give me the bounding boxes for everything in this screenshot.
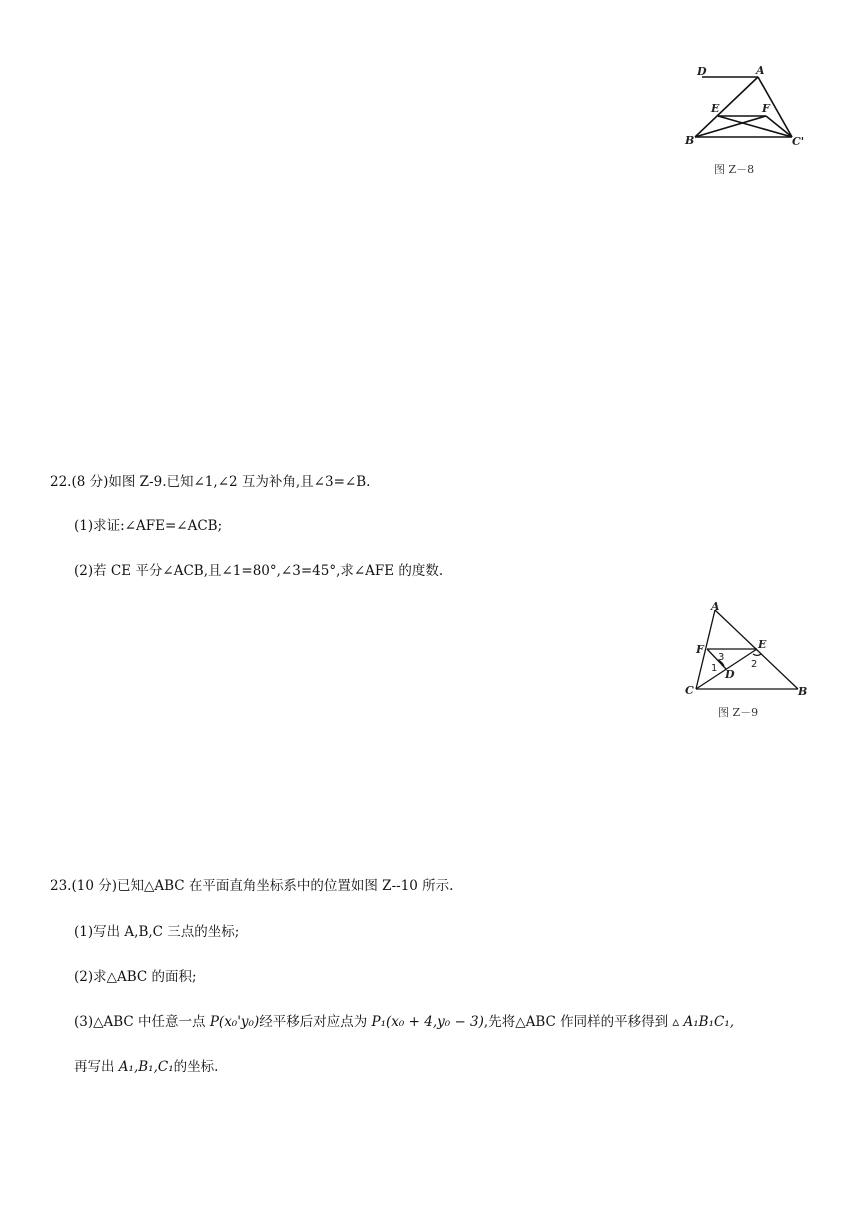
figure-z9-drawing	[680, 598, 815, 723]
figure-z8	[680, 60, 810, 180]
q22-stem: 22.(8 分)如图 Z-9.已知∠1,∠2 互为补角,且∠3=∠B.	[50, 474, 371, 490]
label-e: E	[711, 102, 720, 115]
q23-stem: 23.(10 分)已知△ABC 在平面直角坐标系中的位置如图 Z--10 所示.	[50, 878, 454, 894]
label-d: D	[725, 668, 735, 681]
point-p1: P₁(x₀ + 4,y₀ − 3)	[371, 1014, 484, 1030]
q23-part4-pre: 再写出	[74, 1059, 119, 1075]
label-a: A	[756, 64, 765, 77]
figure-z8-drawing	[680, 60, 810, 180]
label-f: F	[696, 643, 704, 656]
label-a: A	[711, 600, 720, 613]
label-e: E	[758, 638, 767, 651]
label-d: D	[697, 65, 707, 78]
angle-2-label: 2	[751, 659, 758, 670]
triangle-a1b1c1: ▵ A₁B₁C₁,	[672, 1014, 735, 1030]
figure-z8-caption: 图 Z－8	[714, 163, 755, 176]
label-b: B	[685, 134, 695, 147]
q22-part2: (2)若 CE 平分∠ACB,且∠1=80°,∠3=45°,求∠AFE 的度数.	[74, 563, 444, 579]
label-f: F	[762, 102, 770, 115]
q23-part3-mid: 经平移后对应点为	[259, 1014, 372, 1030]
q23-part4	[74, 1058, 218, 1076]
figure-z9	[680, 598, 815, 723]
point-p: P(x₀'y₀)	[209, 1014, 260, 1030]
points-a1-b1-c1: A₁,B₁,C₁	[118, 1059, 174, 1075]
label-b: B	[798, 685, 808, 698]
q23-part3	[74, 1013, 734, 1031]
q23-part1: (1)写出 A,B,C 三点的坐标;	[74, 924, 240, 940]
q23-part3-post: ,先将△ABC 作同样的平移得到	[483, 1014, 673, 1030]
q22-part1: (1)求证:∠AFE=∠ACB;	[74, 518, 223, 534]
q23-part2: (2)求△ABC 的面积;	[74, 969, 197, 985]
figure-z9-caption: 图 Z－9	[718, 706, 759, 719]
label-c: C	[685, 684, 694, 697]
label-c: C'	[792, 135, 805, 148]
q23-part3-pre: (3)△ABC 中任意一点	[74, 1014, 210, 1030]
q23-part4-post: 的坐标.	[173, 1059, 219, 1075]
angle-1-label: 1	[711, 663, 718, 674]
angle-3-label: 3	[718, 652, 725, 663]
